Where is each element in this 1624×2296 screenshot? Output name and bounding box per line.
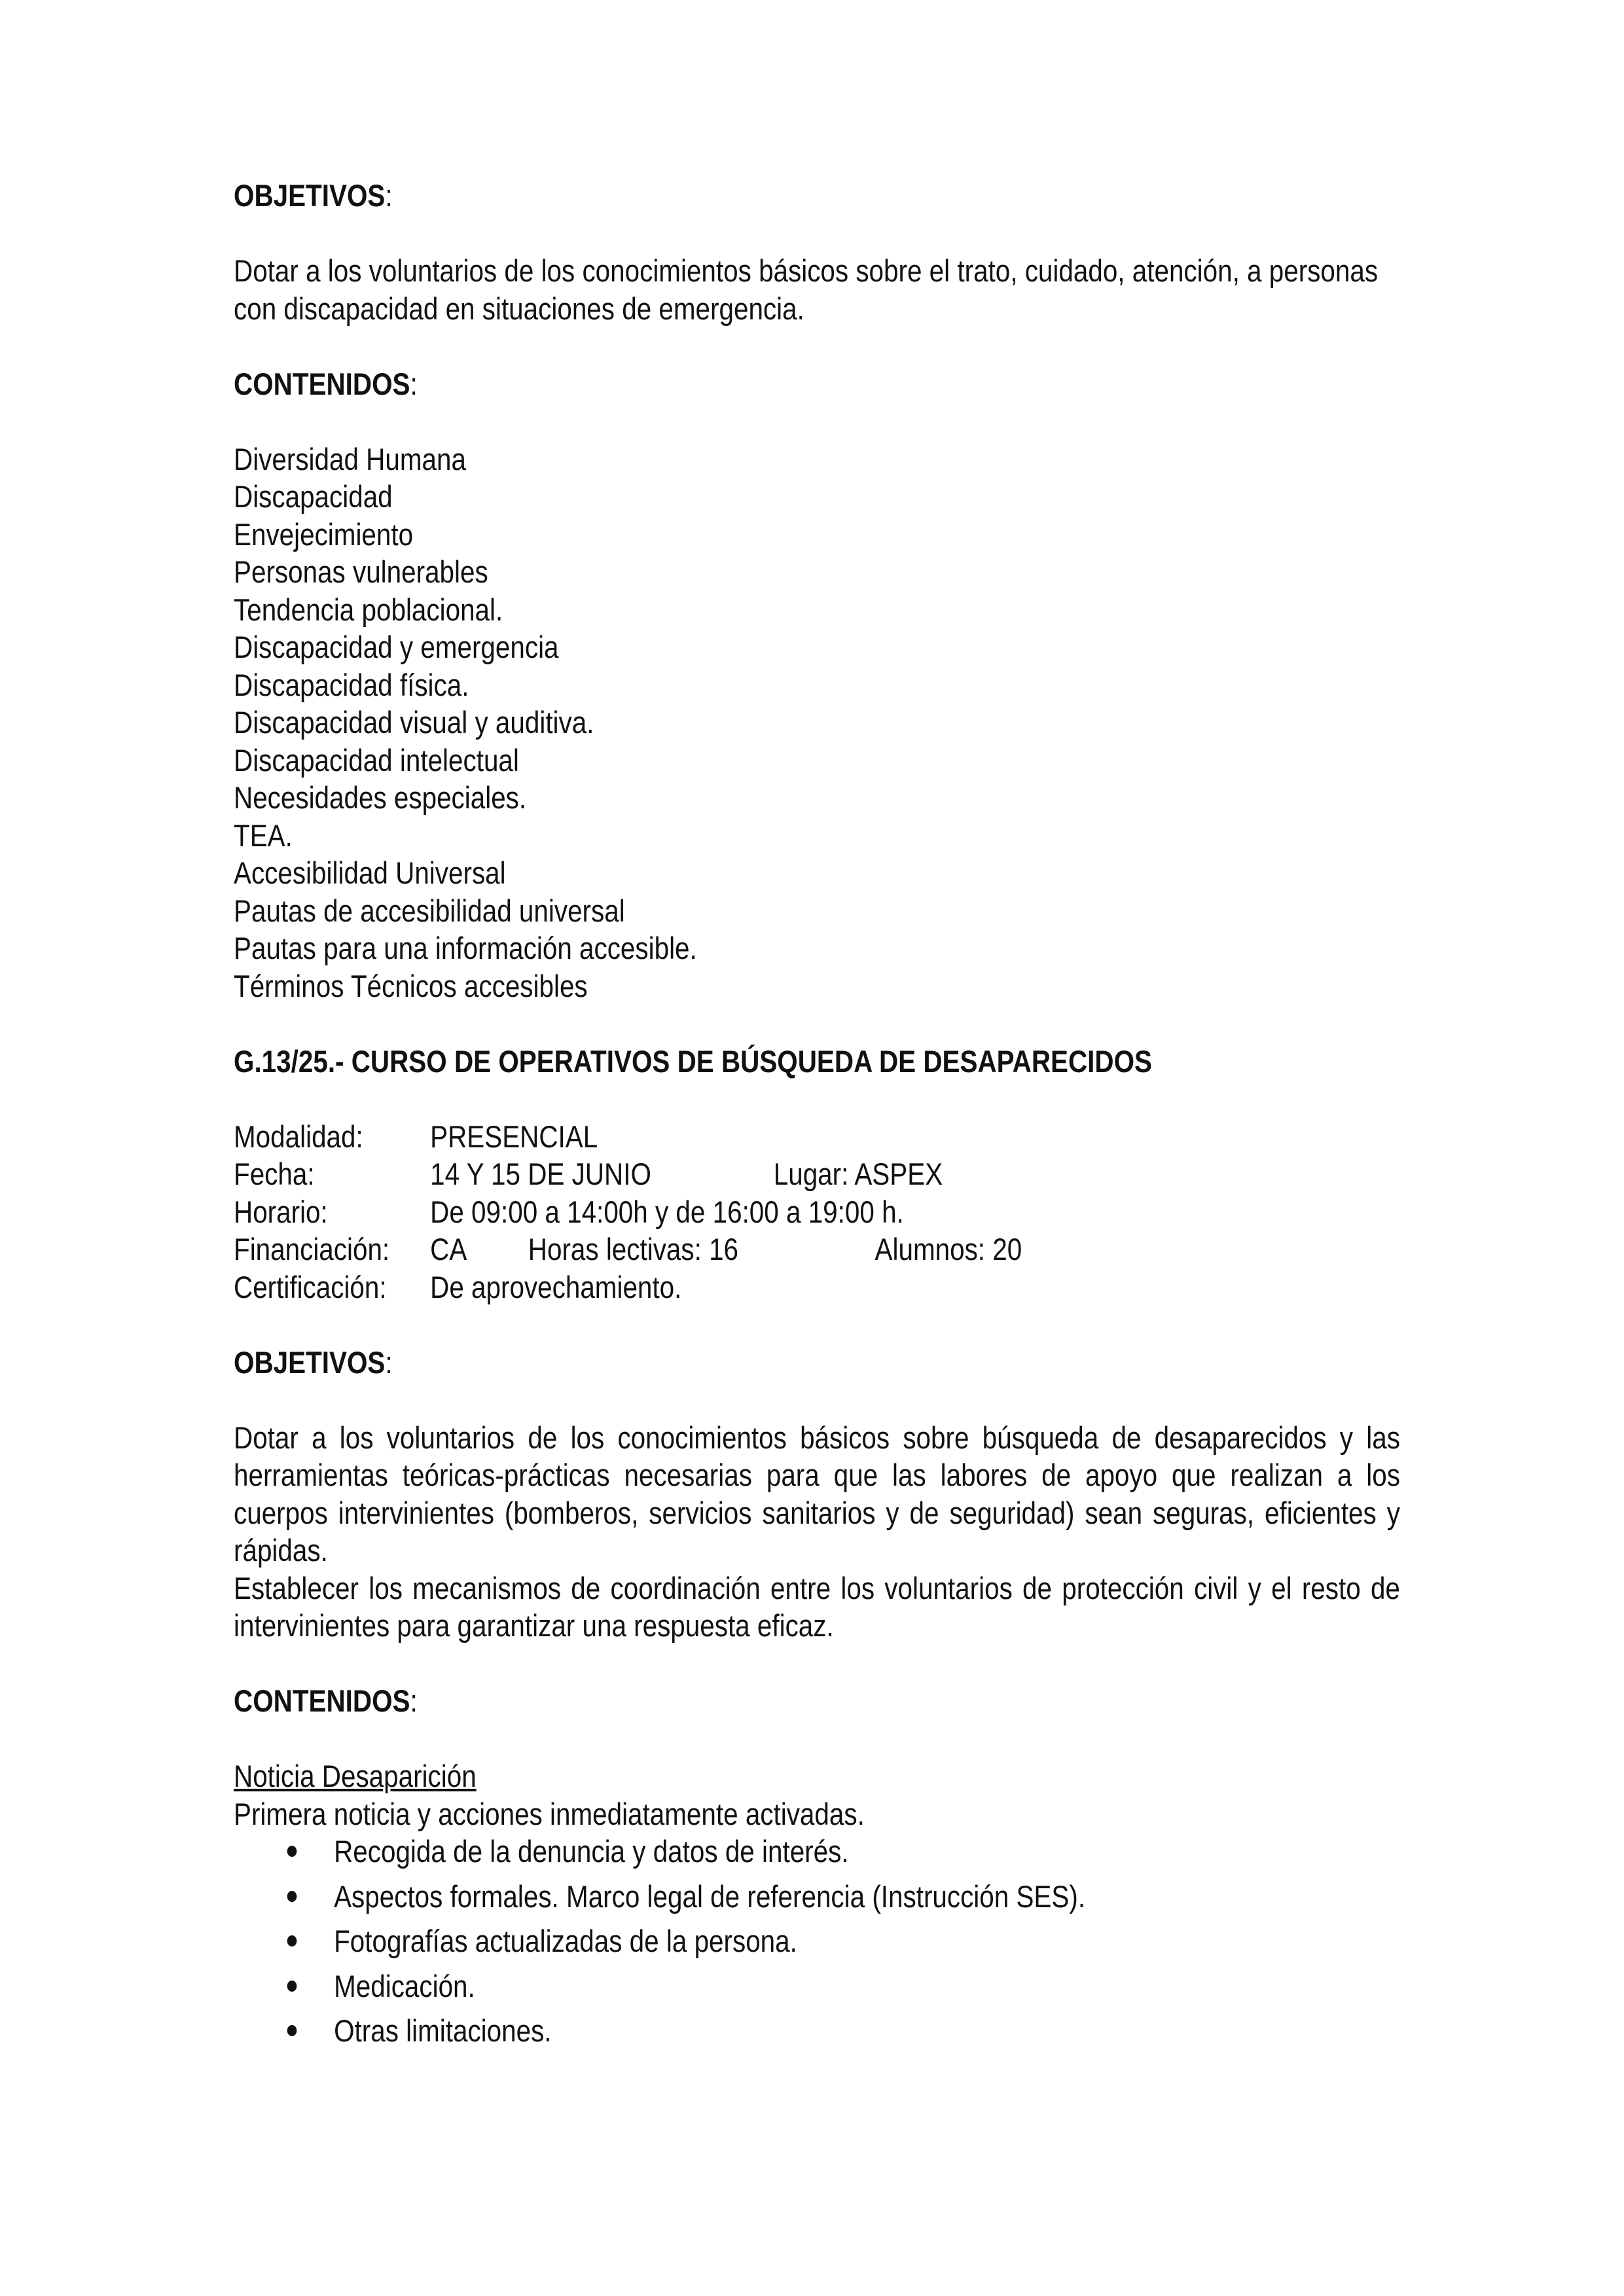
contenidos-heading: CONTENIDOS: <box>234 366 418 401</box>
list-item: TEA. <box>234 817 293 853</box>
objetivos-heading-2: OBJETIVOS: <box>234 1344 393 1380</box>
contenidos-list <box>234 440 1400 1005</box>
modalidad-label: Modalidad: <box>234 1119 363 1154</box>
list-item: Necesidades especiales. <box>234 780 527 815</box>
certificacion-row <box>234 1268 1400 1306</box>
list-item: Pautas para una información accesible. <box>234 931 697 965</box>
noticia-subheading: Noticia Desaparición <box>234 1759 477 1793</box>
contenidos-heading-2: CONTENIDOS: <box>234 1683 418 1718</box>
modalidad-row <box>234 1118 1400 1156</box>
bullet-icon <box>287 1935 297 1946</box>
horario-label: Horario: <box>234 1194 328 1229</box>
financiacion-label: Financiación: <box>234 1232 390 1266</box>
certificacion-label: Certificación: <box>234 1269 387 1304</box>
list-item: Recogida de la denuncia y datos de interés. <box>234 1833 1400 1871</box>
noticia-intro: Primera noticia y acciones inmediatamente activadas. <box>234 1796 865 1831</box>
list-item: Personas vulnerables <box>234 554 488 589</box>
financiacion-row <box>234 1230 1400 1268</box>
noticia-bullets <box>234 1833 1400 2050</box>
list-item: Términos Técnicos accesibles <box>234 968 588 1003</box>
list-item: Discapacidad y emergencia <box>234 630 559 664</box>
financiacion-value: CA <box>430 1232 467 1266</box>
fecha-row <box>234 1155 1400 1193</box>
lugar-value: Lugar: ASPEX <box>773 1157 943 1191</box>
fecha-label: Fecha: <box>234 1157 315 1191</box>
list-item: Pautas de accesibilidad universal <box>234 893 625 928</box>
horas-lectivas: Horas lectivas: 16 <box>528 1232 739 1266</box>
list-item: Otras limitaciones. <box>234 2012 1400 2050</box>
list-item: Tendencia poblacional. <box>234 592 503 627</box>
list-item: Accesibilidad Universal <box>234 855 506 890</box>
course-title: G.13/25.- CURSO DE OPERATIVOS DE BÚSQUEDA DE DESAPARECIDOS <box>234 1043 1152 1079</box>
list-item: Medicación. <box>234 1967 1400 2005</box>
modalidad-value: PRESENCIAL <box>430 1119 598 1154</box>
bullet-icon <box>287 1846 297 1857</box>
objetivos-paragraph-2: Establecer los mecanismos de coordinación entre los voluntarios de protección civil y el resto de intervinientes para garantizar una respuesta eficaz. <box>234 1570 1400 1643</box>
horario-value: De 09:00 a 14:00h y de 16:00 a 19:00 h. <box>430 1194 904 1229</box>
list-item: Fotografías actualizadas de la persona. <box>234 1922 1400 1960</box>
alumnos: Alumnos: 20 <box>875 1232 1022 1266</box>
list-item: Aspectos formales. Marco legal de referencia (Instrucción SES). <box>234 1878 1400 1916</box>
bullet-icon <box>287 1981 297 1992</box>
objetivos-paragraph-1: Dotar a los voluntarios de los conocimientos básicos sobre búsqueda de desaparecidos y las herramientas teóricas-prácticas necesarias para que las labores de apoyo que realizan a los cuerpos intervinientes (bomberos, servicios sanitarios y de seguridad) sean seguras, eficientes y rápidas. <box>234 1420 1400 1568</box>
list-item: Discapacidad visual y auditiva. <box>234 705 594 740</box>
list-item: Discapacidad intelectual <box>234 742 519 778</box>
certificacion-value: De aprovechamiento. <box>430 1269 682 1304</box>
list-item: Discapacidad <box>234 479 393 514</box>
bullet-icon <box>287 1891 297 1902</box>
list-item: Diversidad Humana <box>234 441 466 476</box>
horario-row <box>234 1193 1400 1231</box>
objetivos-heading: OBJETIVOS: <box>234 178 393 213</box>
document-page <box>234 177 1400 2057</box>
bullet-icon <box>287 2025 297 2036</box>
course-info <box>234 1118 1400 1306</box>
list-item: Envejecimiento <box>234 516 414 552</box>
objetivos-text: Dotar a los voluntarios de los conocimientos básicos sobre el trato, cuidado, atención, a personas con discapacidad en situaciones de emergencia. <box>234 253 1379 326</box>
fecha-value: 14 Y 15 DE JUNIO <box>430 1157 651 1191</box>
list-item: Discapacidad física. <box>234 667 469 702</box>
